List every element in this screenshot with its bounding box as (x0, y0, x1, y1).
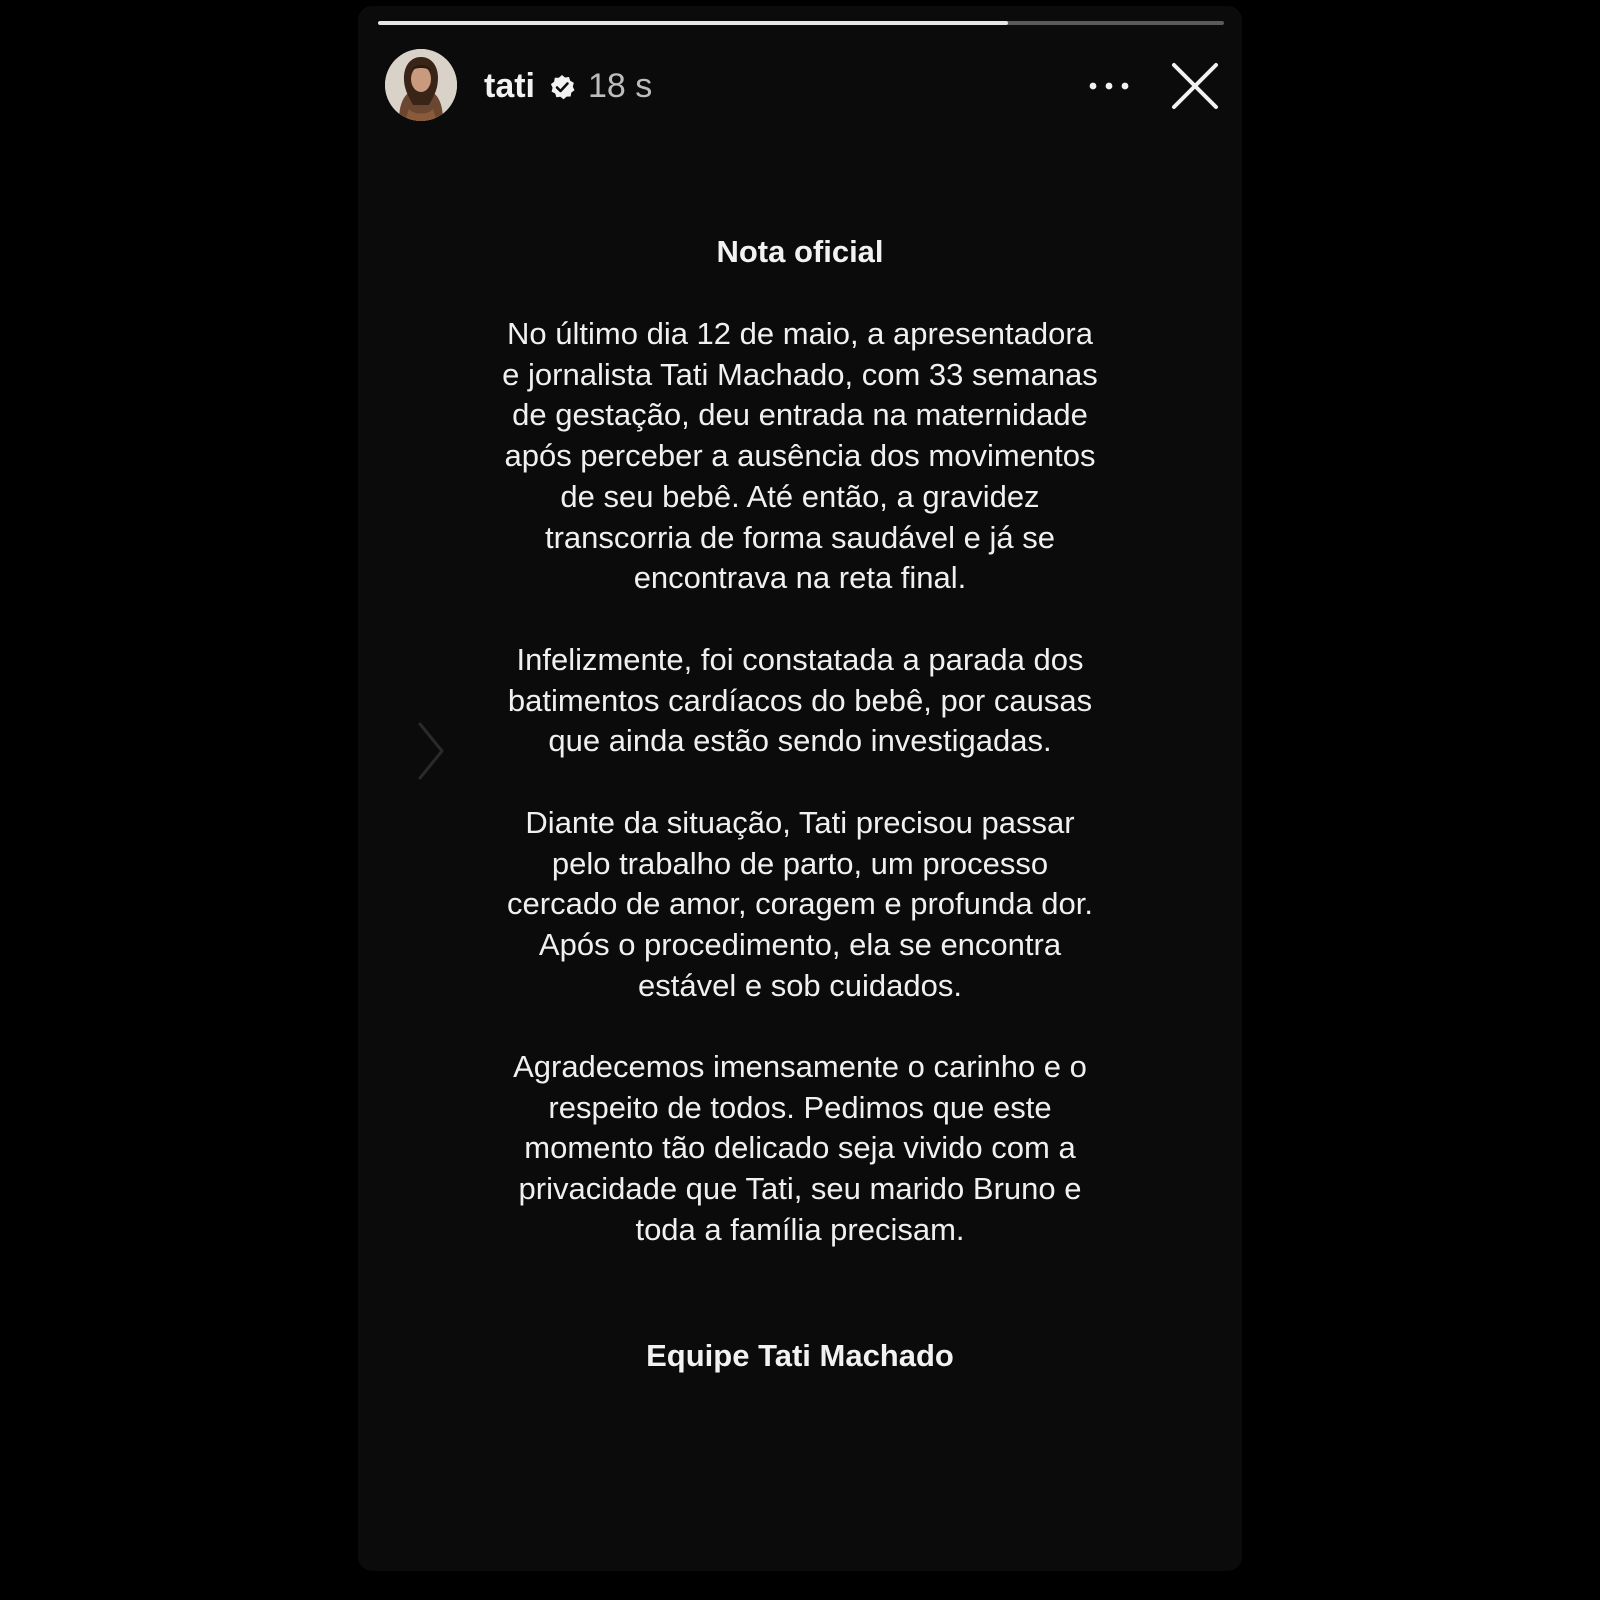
story-viewer[interactable] (358, 6, 1242, 1571)
text-line: após perceber a ausência dos movimentos (504, 438, 1096, 474)
note-signature: Equipe Tati Machado (646, 1338, 954, 1373)
text-line: pelo trabalho de parto, um processo (551, 845, 1049, 881)
note-title: Nota oficial (716, 234, 884, 269)
text-line: momento tão delicado seja vivido com a (524, 1130, 1076, 1166)
text-line: Após o procedimento, ela se encontra (538, 927, 1062, 963)
text-line: respeito de todos. Pedimos que este (548, 1089, 1052, 1125)
text-line: transcorria de forma saudável e já se (544, 519, 1056, 555)
text-line: No último dia 12 de maio, a apresentadora (507, 316, 1093, 351)
text-line: Infelizmente, foi constatada a parada dos (516, 642, 1084, 677)
text-line: encontrava na reta final. (633, 560, 967, 596)
text-line: batimentos cardíacos do bebê, por causas (507, 682, 1093, 718)
text-line: estável e sob cuidados. (638, 967, 962, 1003)
username[interactable]: tati (484, 67, 535, 105)
text-line: Agradecemos imensamente o carinho e o (513, 1049, 1087, 1084)
note-paragraph-4 (438, 1047, 1162, 1251)
text-line: e jornalista Tati Machado, com 33 semanas (502, 356, 1098, 392)
text-line: que ainda estão sendo investigadas. (548, 723, 1052, 759)
text-line: de seu bebê. Até então, a gravidez (560, 478, 1040, 514)
text-line: de gestação, deu entrada na maternidade (512, 397, 1088, 433)
text-line: Diante da situação, Tati precisou passar (525, 805, 1075, 840)
note-paragraph-3 (438, 803, 1162, 1007)
story-content (358, 6, 1242, 1571)
note-paragraph-1 (438, 314, 1162, 599)
note-paragraph-2 (438, 640, 1162, 762)
text-line: toda a família precisam. (635, 1211, 965, 1247)
text-line: cercado de amor, coragem e profunda dor. (507, 886, 1093, 922)
text-line: privacidade que Tati, seu marido Bruno e (518, 1171, 1082, 1207)
post-timestamp: 18 s (588, 67, 653, 105)
